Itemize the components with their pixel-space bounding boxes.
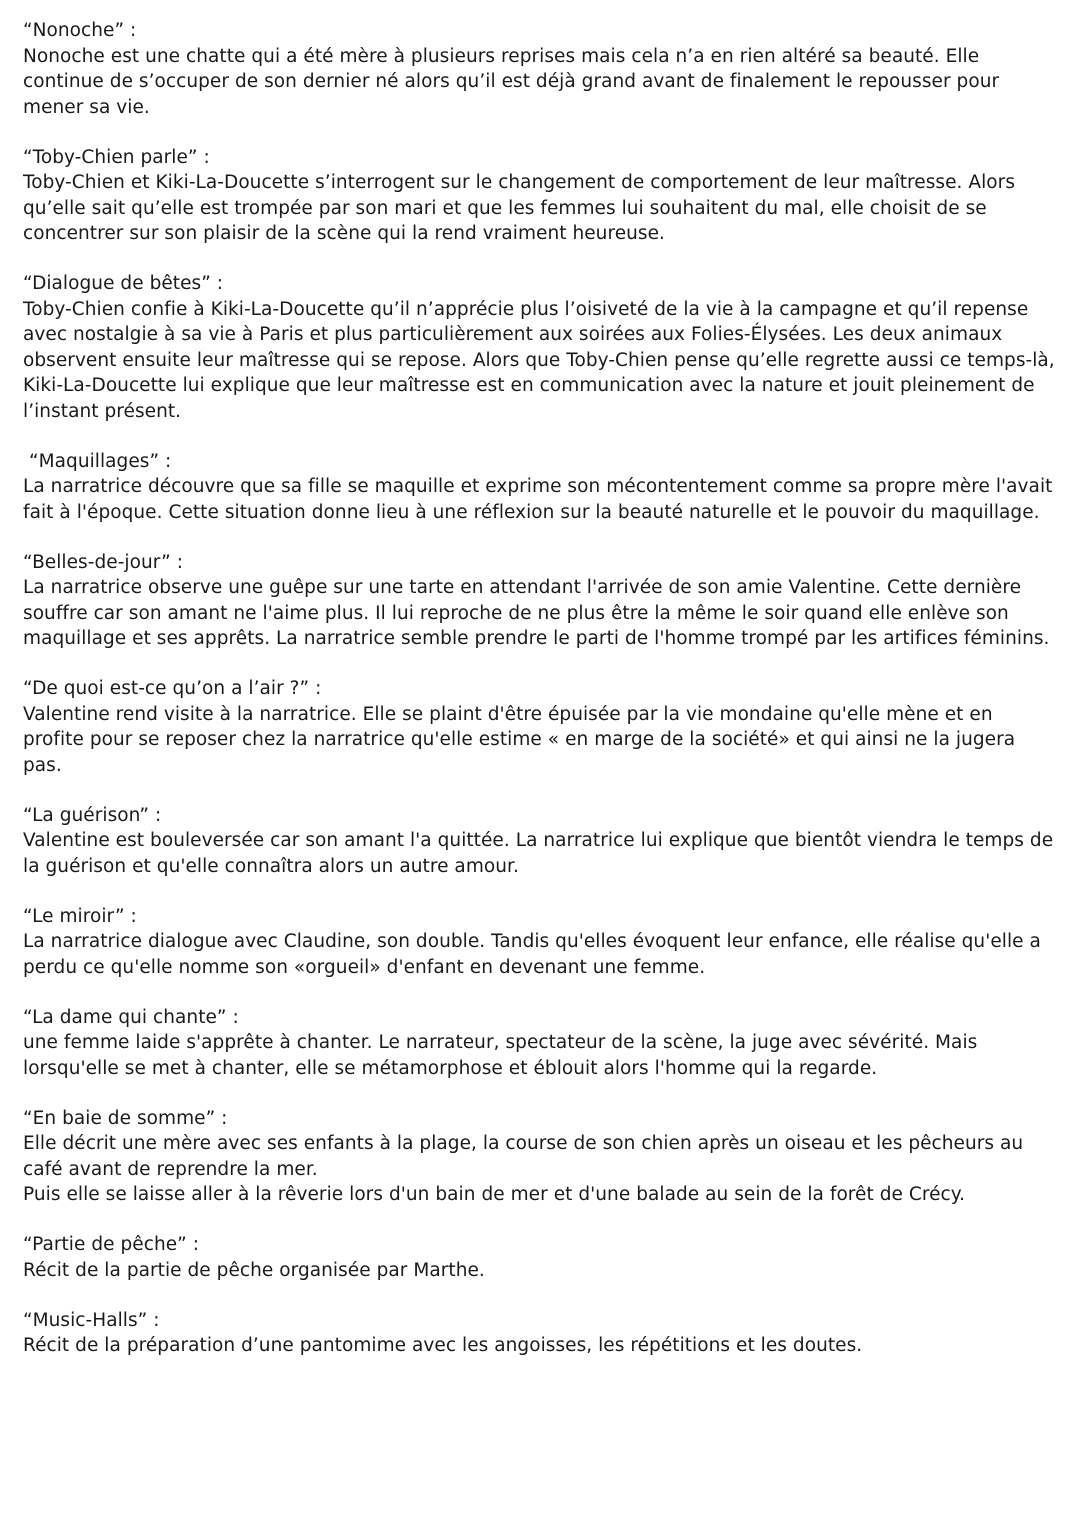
section-title: “Belles-de-jour” :: [23, 551, 184, 573]
document-page: [23, 18, 1058, 1383]
section-title: “En baie de somme” :: [23, 1107, 228, 1129]
section-le-miroir: [23, 904, 1058, 981]
section-paragraph: Toby-Chien et Kiki-La-Doucette s’interrogent sur le changement de comportement de leur maîtresse. Alors qu’elle sait qu’elle est trompée par son mari et que les femmes lui souhaitent du mal, elle choisit de se concentrer sur son plaisir de la scène qui la rend vraiment heureuse.: [23, 172, 1016, 244]
section-music-halls: [23, 1308, 1058, 1359]
section-paragraph: Valentine rend visite à la narratrice. Elle se plaint d'être épuisée par la vie mondaine qu'elle mène et en profite pour se reposer chez la narratrice qu'elle estime « en marge de la société» et qui ainsi ne la jugera pas.: [23, 703, 1016, 776]
section-paragraph: Nonoche est une chatte qui a été mère à plusieurs reprises mais cela n’a en rien altéré sa beauté. Elle continue de s’occuper de son dernier né alors qu’il est déjà grand avant de finalement le repousser pour mener sa vie.: [23, 45, 1000, 118]
section-paragraph: La narratrice observe une guêpe sur une tarte en attendant l'arrivée de son amie Valentine. Cette dernière souffre car son amant ne l'aime plus. Il lui reproche de ne plus être la même le soir quand elle enlève son maquillage et ses apprêts. La narratrice semble prendre le parti de l'homme trompé par les artifices féminins.: [23, 577, 1050, 649]
section-paragraph: Toby-Chien confie à Kiki-La-Doucette qu’il n’apprécie plus l’oisiveté de la vie à la campagne et qu’il repense avec nostalgie à sa vie à Paris et plus particulièrement aux soirées aux Folies-Élysées. Les deux animaux observent ensuite leur maîtresse qui se repose. Alors que Toby-Chien pense qu’elle regrette aussi ce temps-là, Kiki-La-Doucette lui explique que leur maîtresse est en communication avec la nature et jouit pleinement de l’instant présent.: [23, 298, 1055, 422]
section-paragraph: La narratrice découvre que sa fille se maquille et exprime son mécontentement comme sa propre mère l'avait fait à l'époque. Cette situation donne lieu à une réflexion sur la beauté naturelle et le pouvoir du maquillage.: [23, 476, 1053, 523]
section-la-guerison: [23, 803, 1058, 880]
section-title: “Le miroir” :: [23, 905, 137, 927]
section-title: “Music-Halls” :: [23, 1309, 160, 1331]
section-de-quoi-est-ce: [23, 676, 1058, 778]
section-nonoche: [23, 18, 1058, 120]
section-title: “De quoi est-ce qu’on a l’air ?” :: [23, 678, 322, 699]
section-title: “Partie de pêche” :: [23, 1234, 199, 1255]
section-paragraph: Puis elle se laisse aller à la rêverie lors d'un bain de mer et d'une balade au sein de la forêt de Crécy.: [23, 1184, 966, 1205]
section-title: “La dame qui chante” :: [23, 1006, 239, 1028]
section-title: “Toby-Chien parle” :: [23, 146, 210, 168]
section-la-dame-qui-chante: [23, 1005, 1058, 1082]
section-title: “La guérison” :: [23, 804, 162, 826]
section-en-baie-de-somme: [23, 1106, 1058, 1208]
section-paragraph: Récit de la préparation d’une pantomime avec les angoisses, les répétitions et les doutes.: [23, 1335, 863, 1356]
section-belles-de-jour: [23, 550, 1058, 652]
section-paragraph: Elle décrit une mère avec ses enfants à la plage, la course de son chien après un oiseau et les pêcheurs au café avant de reprendre la mer.: [23, 1133, 1024, 1180]
section-paragraph: La narratrice dialogue avec Claudine, son double. Tandis qu'elles évoquent leur enfance, elle réalise qu'elle a perdu ce qu'elle nomme son «orgueil» d'enfant en devenant une femme.: [23, 931, 1041, 978]
section-title: “Nonoche” :: [23, 20, 137, 41]
section-partie-de-peche: [23, 1232, 1058, 1283]
section-maquillages: [23, 449, 1058, 526]
section-paragraph: une femme laide s'apprête à chanter. Le narrateur, spectateur de la scène, la juge avec sévérité. Mais lorsqu'elle se met à chanter, elle se métamorphose et éblouit alors l'homme qui la regarde.: [23, 1032, 978, 1079]
section-title: “Dialogue de bêtes” :: [23, 273, 224, 294]
section-paragraph: Valentine est bouleversée car son amant l'a quittée. La narratrice lui explique que bientôt viendra le temps de la guérison et qu'elle connaîtra alors un autre amour.: [23, 830, 1054, 877]
section-title: “Maquillages” :: [29, 450, 172, 472]
section-toby-chien-parle: [23, 145, 1058, 247]
section-dialogue-de-betes: [23, 271, 1058, 424]
section-paragraph: Récit de la partie de pêche organisée par Marthe.: [23, 1259, 485, 1281]
